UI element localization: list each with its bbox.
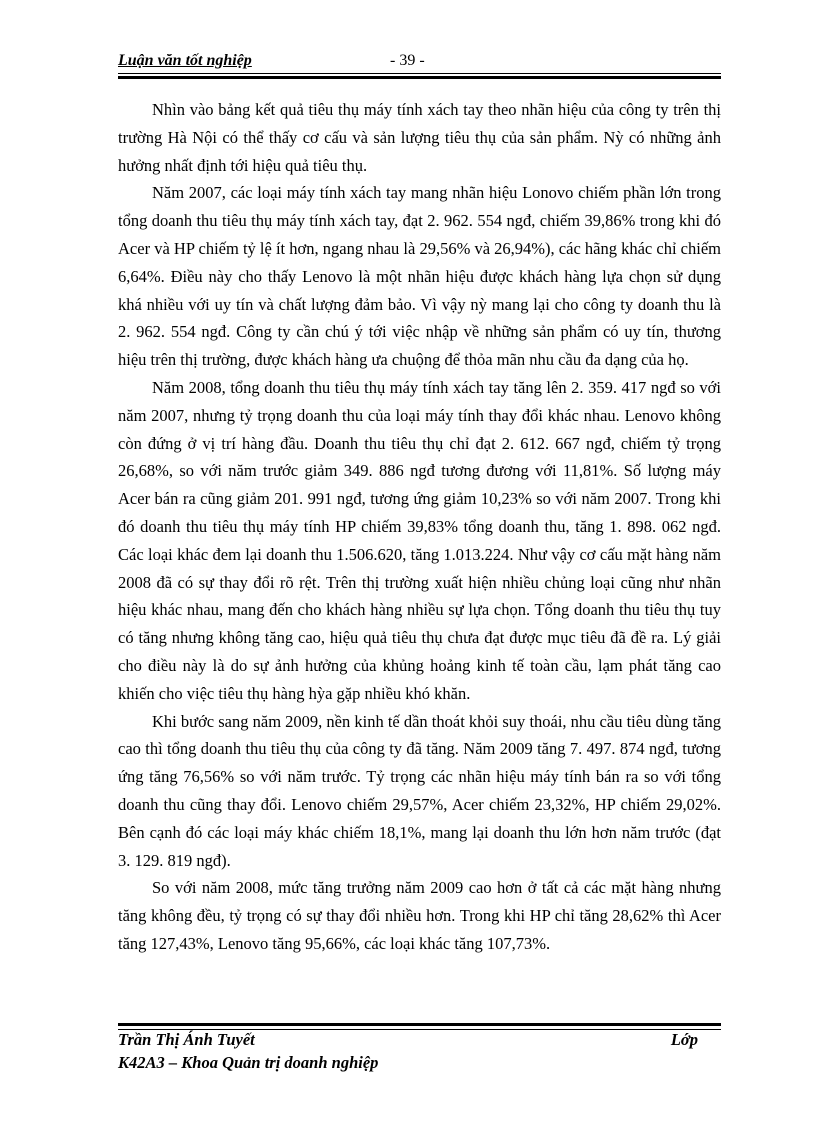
footer-rule-thick <box>118 1023 721 1026</box>
page-header <box>118 52 721 72</box>
header-rule-thin <box>118 73 721 74</box>
paragraph-4: Khi bước sang năm 2009, nền kinh tế dần thoát khỏi suy thoái, nhu cầu tiêu dùng tăng cao thì tổng doanh thu tiêu thụ của công ty đã tăng. Năm 2009 tăng 7. 497. 874 ngđ, tương ứng tăng 76,56% so với năm trước. Tỷ trọng các nhãn hiệu máy tính bán ra so với tổng doanh thu cũng thay đổi. Lenovo chiếm 29,57%, Acer chiếm 23,32%, HP chiếm 29,02%. Bên cạnh đó các loại máy khác chiếm 18,1%, mang lại doanh thu lớn hơn năm trước (đạt 3. 129. 819 ngđ). <box>118 711 721 870</box>
paragraph-5: So với năm 2008, mức tăng trưởng năm 2009 cao hơn ở tất cả các mặt hàng nhưng tăng không đều, tỷ trọng có sự thay đổi nhiều hơn. Trong khi HP chỉ tăng 28,62% thì Acer tăng 127,43%, Lenovo tăng 95,66%, các loại khác tăng 107,73%. <box>118 878 721 953</box>
header-title: Luận văn tốt nghiệp <box>118 52 252 69</box>
page-number: - 39 - <box>390 52 425 69</box>
footer-class-label: Lớp <box>670 1030 698 1049</box>
footer-author-line <box>118 1030 698 1050</box>
body-text <box>118 96 721 958</box>
footer-department: K42A3 – Khoa Quản trị doanh nghiệp <box>118 1053 379 1072</box>
paragraph-3: Năm 2008, tổng doanh thu tiêu thụ máy tính xách tay tăng lên 2. 359. 417 ngđ so với năm 2007, nhưng tỷ trọng doanh thu của loại máy tính thay đổi khác nhau. Lenovo không còn đứng ở vị trí hàng đầu. Doanh thu tiêu thụ chỉ đạt 2. 612. 667 ngđ, chiếm tỷ trọng 26,68%, so với năm trước giảm 349. 886 ngđ tương đương với 11,81%. Số lượng máy Acer bán ra cũng giảm 201. 991 ngđ, tương ứng giảm 10,23% so với năm 2007. Trong khi đó doanh thu tiêu thụ máy tính HP chiếm 39,83% tổng doanh thu, tăng 1. 898. 062 ngđ. Các loại khác đem lại doanh thu 1.506.620, tăng 1.013.224. Như vậy cơ cấu mặt hàng năm 2008 đã có sự thay đổi rõ rệt. Trên thị trường xuất hiện nhiều chủng loại cũng như nhãn hiệu khác nhau, mang đến cho khách hàng nhiều sự lựa chọn. Tổng doanh thu tiêu thụ tuy có tăng nhưng không tăng cao, hiệu quả tiêu thụ chưa đạt được mục tiêu đã đề ra. Lý giải cho điều này là do sự ảnh hưởng của khủng hoảng kinh tế toàn cầu, lạm phát tăng cao khiến cho việc tiêu thụ hàng hỳa gặp nhiều khó khăn. <box>118 377 721 703</box>
header-rule-thick <box>118 76 721 79</box>
paragraph-2: Năm 2007, các loại máy tính xách tay mang nhãn hiệu Lonovo chiếm phần lớn trong tổng doanh thu tiêu thụ máy tính xách tay, đạt 2. 962. 554 ngđ, chiếm 39,86% trong khi đó Acer và HP chiếm tỷ lệ ít hơn, ngang nhau là 29,56% và 26,94%), các hãng khác chỉ chiếm 6,64%. Điều này cho thấy Lenovo là một nhãn hiệu được khách hàng lựa chọn sử dụng khá nhiều với uy tín và chất lượng đảm bảo. Vì vậy nỳ mang lại cho công ty doanh thu là 2. 962. 554 ngđ. Công ty cần chú ý tới việc nhập về những sản phẩm có uy tín, thương hiệu trên thị trường, được khách hàng ưa chuộng để thỏa mãn nhu cầu đa dạng của họ. <box>118 183 721 370</box>
footer-author: Trần Thị Ánh Tuyết <box>118 1030 255 1049</box>
paragraph-1: Nhìn vào bảng kết quả tiêu thụ máy tính xách tay theo nhãn hiệu của công ty trên thị trường Hà Nội có thể thấy cơ cấu và sản lượng tiêu thụ của sản phẩm. Nỳ có những ảnh hưởng nhất định tới hiệu quả tiêu thụ. <box>118 100 721 175</box>
